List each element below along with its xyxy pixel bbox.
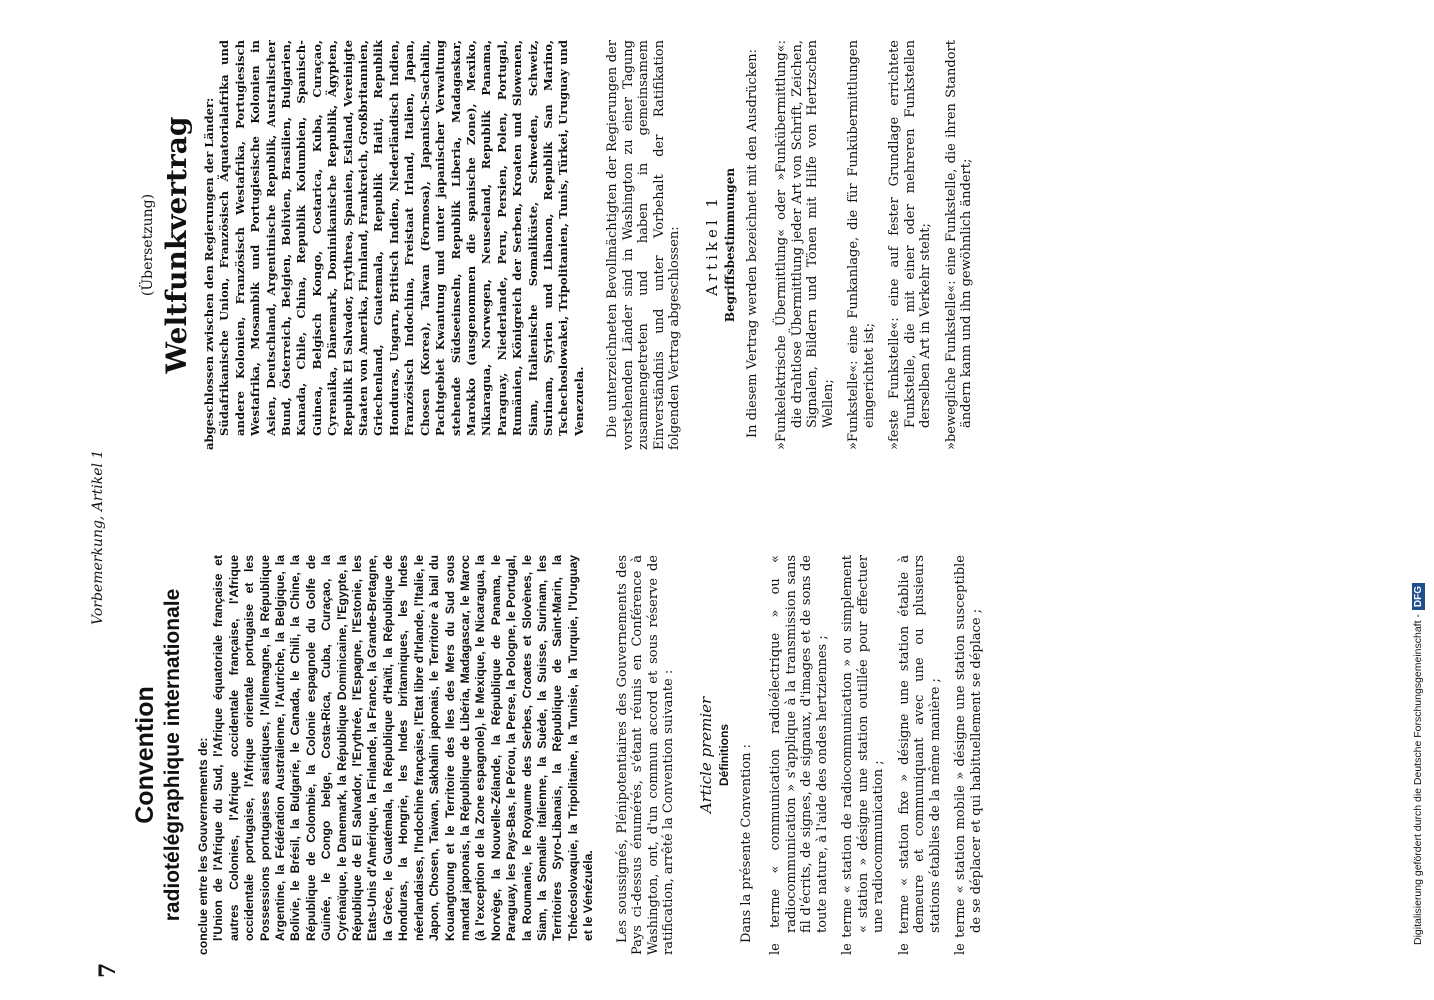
- french-country-list: l'Union de l'Afrique du Sud, l'Afrique équatoriale française et autres Colonies, l'Afrique occidentale française, l'Afrique occidentale portugaise, l'Afrique orientale portugaise et les Possessions portugaises asiatiques, l'Allemagne, la République Argentine, la Fédération Australienne, l'Autriche, la Belgique, la Bolivie, le Brésil, la Bulgarie, le Canada, le Chili, la Chine, la République de Colombie, la Colonie espagnole du Golfe de Guinée, le Congo belge, Costa-Rica, Cuba, Curaçao, la Cyrénaïque, le Danemark, la République Dominicaine, l'Egypte, la République de El Salvador, l'Erythrée, l'Espagne, l'Estonie, les Etats-Unis d'Amérique, la Finlande, la France, la Grande-Bretagne, la Grèce, le Guatémala, la République d'Haïti, la République de Honduras, la Hongrie, les Indes britanniques, les Indes néerlandaises, l'Indochine française, l'Etat libre d'Irlande, l'Italie, le Japon, Chosen, Taiwan, Sakhalin japonais, le Territoire à bail du Kouangtoung et le Territoire des Iles des Mers du Sud sous mandat japonais, la République de Libéria, Madagascar, le Maroc (à l'exception de la Zone espagnole), le Mexique, le Nicaragua, la Norvège, la Nouvelle-Zélande, la République de Panama, le Paraguay, les Pays-Bas, le Pérou, la Perse, la Pologne, le Portugal, la Roumanie, le Royaume des Serbes, Croates et Slovènes, le Siam, la Somalie italienne, la Suède, la Suisse, Surinam, les Territoires Syro-Libanais, la République de Saint-Marin, la Tchécoslovaquie, la Tripolitaine, la Tunisie, la Turquie, l'Uruguay et le Vénézuéla.: [211, 555, 596, 941]
- french-definition: le terme « station fixe » désigne une station établie à demeure et communiquant avec une ou plusieurs stations établies de la même manière ;: [896, 555, 943, 955]
- german-definition: »bewegliche Funkstelle«: eine Funkstelle, die ihren Standort ändern kann und ihn gewöhnlich ändert;: [943, 40, 975, 450]
- german-definition: »Funkstelle«: eine Funkanlage, die für Funkübermittlungen eingerichtet ist;: [846, 40, 877, 450]
- french-title: Convention: [131, 686, 159, 824]
- german-definition: »Funkelektrische Übermittlung« oder »Funkübermittlung«: die drahtlose Übermittlung jeder Art von Schrift, Zeichen, Signalen, Bildern und Tönen mit Hilfe von Hertzschen Wellen;: [774, 40, 836, 450]
- digitization-note-text: Digitalisierung gefördert durch die Deutsche Forschungsgemeinschaft -: [1412, 614, 1424, 945]
- german-definition: »feste Funkstelle«: eine auf fester Grundlage errichtete Funkstelle, die mit einer oder mehreren Funkstellen derselben Art in Verkehr steht;: [887, 40, 934, 450]
- french-article-subheading: Définitions: [716, 724, 731, 786]
- french-definition: le terme « station mobile » désigne une station susceptible de se déplacer et qui habituellement se déplace ;: [953, 555, 984, 955]
- running-head: Vorbemerkung, Artikel 1: [90, 449, 106, 625]
- french-intro: conclue entre les Gouvernements de:: [196, 737, 210, 955]
- german-preamble: Die unterzeichneten Bevollmächtigten der Regierungen der vorstehenden Länder sind in Washington zu einer Tagung zusammengetreten und haben in gemeinsamem Einverständnis und unter Vorbehalt der Ratifikation folgenden Vertrag abgeschlossen:: [605, 40, 683, 450]
- french-definition: le terme « station de radiocommunication » ou simplement « station » désigne une station outillée pour effectuer une radiocommunication ;: [840, 555, 887, 955]
- dfg-logo: DFG: [1412, 583, 1425, 610]
- german-definitions-intro: In diesem Vertrag werden bezeichnet mit den Ausdrücken:: [744, 48, 760, 438]
- german-translation-note: (Übersetzung): [140, 193, 156, 297]
- french-definitions-intro: Dans la présente Convention :: [738, 743, 754, 943]
- german-country-list: Südafrikanische Union, Französisch Äquatorialafrika und andere Kolonien, Französisch Westafrika, Portugiesisch Westafrika, Mosambik und Portugiesische Kolonien in Asien, Deutschland, Argentinische Republik, Australischer Bund, Österreich, Belgien, Bolivien, Brasilien, Bulgarien, Kanada, Chile, China, Republik Kolumbien, Spanisch-Guinea, Belgisch Kongo, Costarica, Kuba, Curaçao, Cyrenaika, Dänemark, Dominikanische Republik, Ägypten, Republik El Salvador, Erythrea, Spanien, Estland, Vereinigte Staaten von Amerika, Finnland, Frankreich, Großbritannien, Griechenland, Guatemala, Republik Haiti, Republik Honduras, Ungarn, Britisch Indien, Niederländisch Indien, Französisch Indochina, Freistaat Irland, Italien, Japan, Chosen (Korea), Taiwan (Formosa), Japanisch-Sachalin, Pachtgebiet Kwantung und unter japanischer Verwaltung stehende Südseeinseln, Republik Liberia, Madagaskar, Marokko (ausgenommen die spanische Zone), Mexiko, Nikaragua, Norwegen, Neuseeland, Republik Panama, Paraguay, Niederlande, Peru, Persien, Polen, Portugal, Rumänien, Königreich der Serben, Kroaten und Slowenen, Siam, Italienische Somaliküste, Schweden, Schweiz, Surinam, Syrien und Libanon, Republik San Marino, Tschechoslowakei, Tripolitanien, Tunis, Türkei, Uruguay und Venezuela.: [217, 40, 586, 436]
- french-definition: le terme « communication radioélectrique » ou « radiocommunication » s'applique à la transmission sans fil d'écrits, de signes, de signaux, d'images et de sons de toute nature, à l'aide des ondes hertziennes ;: [768, 555, 830, 955]
- page-number: 7: [95, 962, 121, 978]
- french-article-heading: Article premier: [696, 696, 715, 814]
- german-title: Weltfunkvertrag: [160, 116, 193, 374]
- german-intro: abgeschlossen zwischen den Regierungen der Länder:: [202, 97, 216, 450]
- german-article-heading: Artikel 1: [702, 194, 721, 296]
- french-subtitle: radiotélégraphique internationale: [161, 588, 184, 922]
- digitization-note: [1412, 583, 1425, 945]
- french-preamble: Les soussignés, Plénipotentiaires des Gouvernements des Pays ci-dessus énumérés, s'étant réunis en Conférence à Washington, ont, d'un commun accord et sous réserve de ratification, arrêté la Convention suivante :: [614, 555, 677, 955]
- french-column: [130, 555, 1340, 955]
- german-article-subheading: Begriffsbestimmungen: [722, 167, 737, 323]
- german-column: [130, 40, 1340, 450]
